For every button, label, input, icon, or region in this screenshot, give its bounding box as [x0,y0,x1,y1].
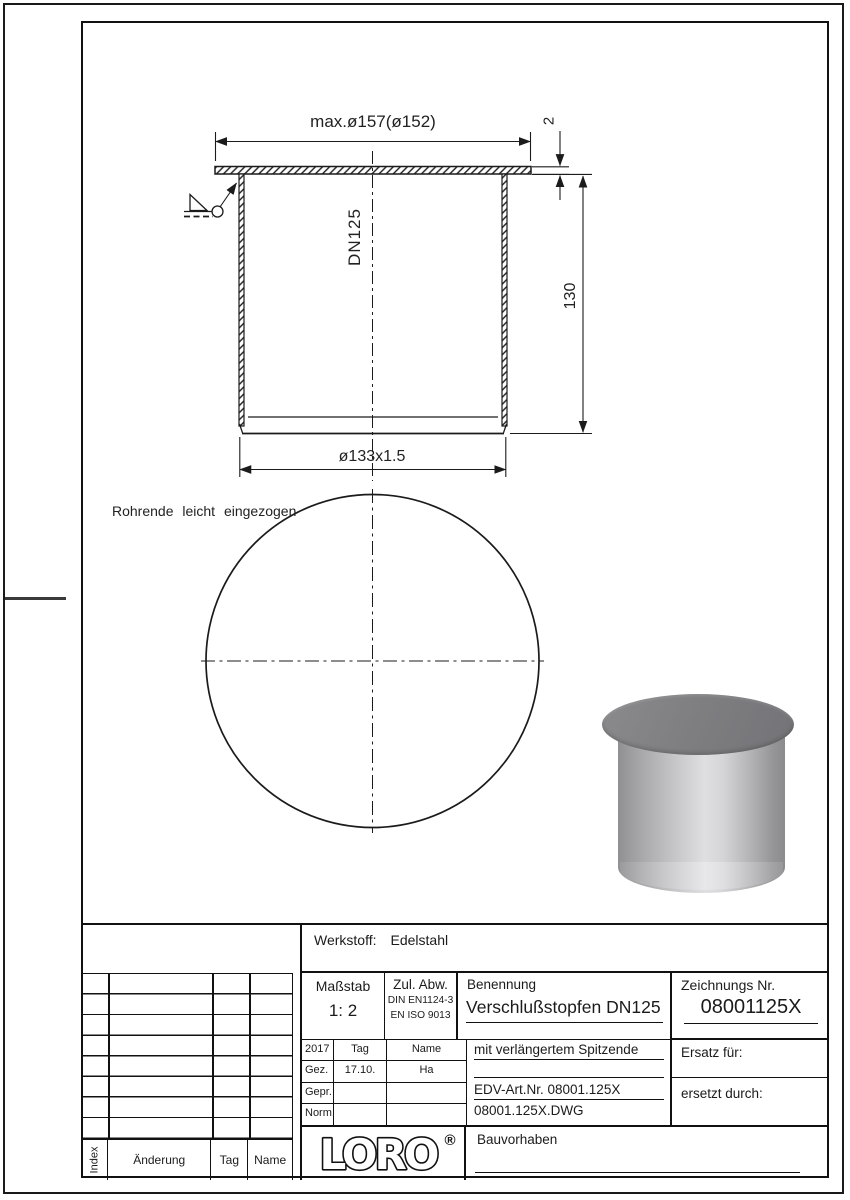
gez-label: Gez. [302,1061,334,1082]
drawing-number-value: 08001125X [684,996,818,1024]
dim-max-diameter: max.ø157(ø152) [310,112,436,131]
norm-label: Norm. [302,1104,334,1125]
revision-name-label: Name [254,1153,287,1167]
drawing-number-label: Zeichnungs Nr. [681,977,776,993]
tolerance-standard-2: EN ISO 9013 [390,1010,451,1022]
grid-line [212,974,214,1138]
gepr-label: Gepr. [302,1083,334,1104]
grid-line [108,974,110,1138]
scale-value: 1: 2 [328,1001,358,1020]
revision-index-label: Index [88,1146,101,1174]
approval-name-header: Name [387,1040,466,1061]
revision-note-area [82,925,300,973]
project-fill-line [475,1172,800,1173]
approval-table [300,1040,467,1125]
approval-year: 2017 [302,1040,334,1061]
revision-date-label: Tag [211,1140,248,1180]
designation-value: Verschlußstopfen DN125 [466,997,663,1023]
approval-header-row [302,1040,466,1061]
norm-name [387,1104,466,1125]
designation-label: Benennung [467,977,537,992]
scale-label: Maßstab [315,978,371,994]
dwg-file-name: 08001.125X.DWG [474,1103,584,1118]
approval-tag-header: Tag [334,1040,387,1061]
registered-mark: ® [444,1132,456,1149]
title-block [82,923,828,1178]
designation-cell [458,973,672,1040]
gez-name: Ha [387,1061,466,1082]
revision-change-label: Änderung [108,1140,211,1180]
approval-gez-row [302,1061,466,1082]
grid-line [249,974,251,1138]
tolerance-cell [385,973,458,1040]
subtitle-blank-line [474,1077,664,1078]
edv-article-number: EDV-Art.Nr. 08001.125X [474,1082,664,1100]
norm-date [334,1104,387,1125]
scale-cell [300,973,385,1040]
company-logo-cell [300,1125,466,1180]
label-dn125: DN125 [345,208,364,266]
revision-grid [82,973,293,1138]
loro-logo-text: LORO [319,1130,437,1178]
dimensions [216,131,593,477]
dim-wall-thickness: 2 [540,116,558,126]
approval-norm-row [302,1104,466,1125]
material-cell [300,925,828,973]
replacement-for-cell: Ersatz für: [672,1040,828,1078]
drawing-number-cell [672,973,828,1040]
project-label: Bauvorhaben [477,1132,558,1147]
material-label: Werkstoff: [314,932,377,948]
material-value: Edelstahl [390,932,449,948]
dim-height-130: 130 [562,282,579,310]
gez-date: 17.10. [334,1061,387,1082]
note-pipe-end: Rohrende leicht eingezogen [112,503,297,519]
gepr-date [334,1083,387,1104]
render-plug-top-disc [602,694,794,755]
replaced-by-cell: ersetzt durch: [681,1086,763,1101]
approval-gepr-row [302,1083,466,1104]
project-cell [466,1125,828,1180]
subtitle-cell [467,1040,672,1125]
tolerance-standard-1: DIN EN1124-3 [387,995,454,1006]
plan-view [201,489,544,833]
revision-index-cell [82,1140,108,1180]
weld-symbol-icon [184,183,237,217]
loro-logo [302,1127,464,1178]
tolerance-label: Zul. Abw. [393,977,448,992]
dim-pipe-diameter: ø133x1.5 [338,448,406,465]
revision-header-row [82,1138,293,1180]
gepr-name [387,1083,466,1104]
subtitle-text: mit verlängertem Spitzende [474,1042,664,1060]
section-view [215,151,531,481]
